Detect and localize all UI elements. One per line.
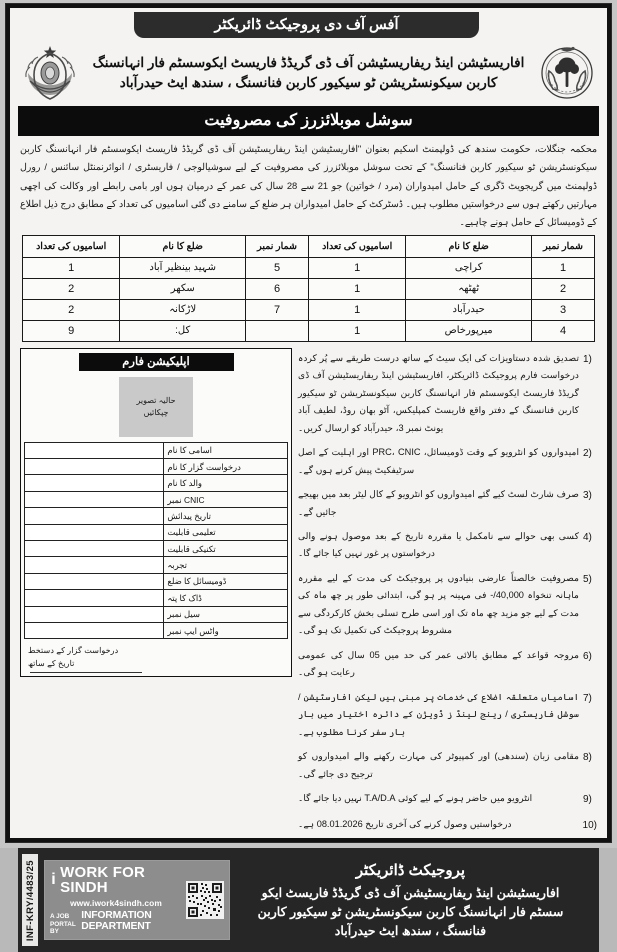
th-serial-left: شمار نمبر bbox=[246, 235, 309, 257]
job-portal-byline bbox=[50, 910, 182, 935]
form-input-domicile-district[interactable] bbox=[25, 573, 164, 589]
footer-org-line3: فنانسنگ ، سندھ ایٹ حیدرآباد bbox=[334, 923, 487, 938]
instruction-item bbox=[298, 689, 597, 741]
footer-authority bbox=[236, 860, 591, 941]
application-form-title: اپلیکیشن فارم bbox=[79, 353, 234, 371]
qr-code-icon[interactable] bbox=[186, 881, 224, 919]
form-label-father-name: والد کا نام bbox=[164, 475, 288, 491]
th-district-left: ضلع کا نام bbox=[120, 235, 246, 257]
cell-district: حیدرآباد bbox=[406, 299, 532, 320]
organization-title bbox=[86, 53, 531, 92]
table-header-row bbox=[23, 235, 595, 257]
form-row bbox=[25, 475, 288, 491]
cell-total-label: کل: bbox=[120, 320, 246, 341]
form-label-technical-qualification: تکنیکی قابلیت bbox=[164, 540, 288, 556]
signature-line[interactable] bbox=[30, 672, 142, 673]
instruction-number: 5) bbox=[583, 573, 592, 585]
form-label-cell-number: سیل نمبر bbox=[164, 606, 288, 622]
cell-district: میرپورخاص bbox=[406, 320, 532, 341]
job-portal-url[interactable]: www.iwork4sindh.com bbox=[70, 898, 162, 909]
instruction-number: 4) bbox=[583, 532, 592, 543]
instruction-number: 10) bbox=[582, 820, 597, 832]
signature-label-line2: تاریخ کے ساتھ bbox=[28, 659, 75, 669]
instruction-text: صرف شارٹ لسٹ کیے گئے امیدواروں کو انٹرویو کے کال لیٹر بعد میں بھیجے جائیں گے۔ bbox=[298, 489, 579, 517]
cell-posts: 2 bbox=[23, 299, 120, 320]
forest-department-emblem-icon bbox=[531, 43, 603, 103]
table-row-total bbox=[23, 320, 595, 341]
lower-section bbox=[20, 348, 597, 843]
form-input-applicant-name[interactable] bbox=[25, 459, 164, 475]
advertisement-header bbox=[10, 44, 607, 106]
application-form bbox=[20, 348, 292, 677]
districts-table-wrapper bbox=[22, 235, 595, 342]
table-row bbox=[23, 278, 595, 299]
instruction-text: تصدیق شدہ دستاویزات کی ایک سیٹ کے ساتھ درست طریقے سے پُر کردہ درخواست فارم پروجیکٹ ڈائریکٹر، افاریسٹیشن اینڈ ریفاریسٹیشن آف ڈی گریڈڈ فاریسٹ ایکوسسٹم فار انہانسنگ کاربن سیکونسٹریشن ٹو سیکیور کاربن فنانسنگ کے دفتر واقع فاریسٹ کمپلیکس، آٹو بھان روڈ، لطیف آباد یونٹ نمبر 3، حیدرآباد کو ارسال کریں۔ bbox=[298, 352, 579, 433]
districts-table bbox=[22, 235, 595, 342]
advertisement-footer bbox=[18, 848, 599, 952]
form-label-whatsapp-number: واٹس ایپ نمبر bbox=[164, 622, 288, 638]
job-portal-ajob-label bbox=[50, 913, 78, 935]
instruction-item-deadline bbox=[298, 816, 597, 835]
form-input-whatsapp-number[interactable] bbox=[25, 622, 164, 638]
instructions-list bbox=[298, 348, 597, 843]
instruction-item bbox=[298, 570, 597, 640]
cell-serial: 1 bbox=[532, 257, 595, 278]
top-banner-zone bbox=[10, 8, 607, 44]
instruction-item bbox=[298, 350, 597, 437]
form-label-date-of-birth: تاریخ پیدائش bbox=[164, 508, 288, 524]
photo-paste-label bbox=[136, 395, 175, 419]
instruction-number: 6) bbox=[583, 650, 592, 662]
instruction-number: 8) bbox=[583, 752, 592, 764]
form-input-postal-address[interactable] bbox=[25, 590, 164, 606]
instruction-number: 3) bbox=[583, 490, 592, 502]
cell-posts: 1 bbox=[309, 278, 406, 299]
cell-posts: 1 bbox=[309, 257, 406, 278]
job-portal-ajob: A JOB bbox=[50, 913, 70, 921]
job-portal-title: WORK FOR SINDH bbox=[60, 864, 146, 897]
form-row bbox=[25, 606, 288, 622]
cell-serial: 7 bbox=[246, 299, 309, 320]
th-posts-left: اسامیوں کی تعداد bbox=[23, 235, 120, 257]
organization-title-line1: افاریسٹیشن اینڈ ریفاریسٹیشن آف ڈی گریڈڈ فاریسٹ ایکوسسٹم فار انہانسنگ bbox=[92, 55, 525, 71]
form-row bbox=[25, 491, 288, 507]
form-row bbox=[25, 459, 288, 475]
form-row bbox=[25, 557, 288, 573]
cell-district: کراچی bbox=[406, 257, 532, 278]
job-portal-badge-text bbox=[50, 865, 182, 935]
form-input-post-name[interactable] bbox=[25, 442, 164, 458]
inf-reference-code-text: INF-KRY/4483/25 bbox=[24, 859, 36, 941]
cell-posts: 1 bbox=[309, 299, 406, 320]
cell-serial: 6 bbox=[246, 278, 309, 299]
instruction-item bbox=[298, 748, 597, 783]
cell-posts: 1 bbox=[309, 320, 406, 341]
photo-paste-box[interactable] bbox=[119, 377, 193, 437]
cell-district: شہید بینظیر آباد bbox=[120, 257, 246, 278]
job-portal-badge[interactable] bbox=[44, 860, 230, 940]
iwork-i-icon: i bbox=[51, 871, 56, 889]
cell-district: سکھر bbox=[120, 278, 246, 299]
cell-serial: 3 bbox=[532, 299, 595, 320]
form-label-domicile-district: ڈومیسائل کا ضلع bbox=[164, 573, 288, 589]
cell-serial: 5 bbox=[246, 257, 309, 278]
instruction-text: مصروفیت خالصتاً عارضی بنیادوں پر پروجیکٹ کی مدت کے لیے مقررہ ماہانہ تنخواہ 40,000/- فی مہینہ پر ہو گی، ابتدائی طور پر چھ ماہ کی مدت کے لیے جو مزید چھ ماہ تک اور اسی طرح تسلی بخش کارکردگی سے مشروط پروجیکٹ کی تکمیل تک ہو گی۔ bbox=[298, 572, 579, 636]
form-input-experience[interactable] bbox=[25, 557, 164, 573]
footer-designation: پروجیکٹ ڈائریکٹر bbox=[355, 861, 466, 879]
form-input-technical-qualification[interactable] bbox=[25, 540, 164, 556]
footer-org-line1: افاریسٹیشن اینڈ ریفاریسٹیشن آف ڈی گریڈڈ فاریسٹ ایکو bbox=[261, 886, 560, 901]
inf-reference-code bbox=[22, 854, 38, 946]
cell-posts: 2 bbox=[23, 278, 120, 299]
form-label-cnic: CNIC نمبر bbox=[164, 491, 288, 507]
advertisement-frame bbox=[6, 4, 611, 941]
cell-total-posts: 9 bbox=[23, 320, 120, 341]
cell-district: لاڑکانہ bbox=[120, 299, 246, 320]
form-row bbox=[25, 508, 288, 524]
form-input-date-of-birth[interactable] bbox=[25, 508, 164, 524]
form-label-experience: تجربہ bbox=[164, 557, 288, 573]
application-form-fields bbox=[24, 442, 288, 640]
form-row bbox=[25, 524, 288, 540]
table-row bbox=[23, 257, 595, 278]
signature-label-line1: درخواست گزار کے دستخط bbox=[28, 646, 119, 656]
instruction-text: امیدواروں کو انٹرویو کے وقت ڈومیسائل، PRC، CNIC اور اہلیت کے اصل سرٹیفکیٹ پیش کرنے ہوں گے۔ bbox=[298, 447, 579, 475]
advertisement-body bbox=[10, 8, 607, 941]
table-row bbox=[23, 299, 595, 320]
intro-paragraph: محکمہ جنگلات، حکومت سندھ کی ڈولپمنٹ اسکیم بعنوان "افاریسٹیشن اینڈ ریفاریسٹیشن آف ڈی گریڈڈ فاریسٹ ایکوسسٹم فار انہانسنگ کاربن سیکونسٹریشن ٹو سیکیور کاربن فنانسنگ" کے تحت سوشل موبلائزرز کی مصروفیت کے لیے سوشیالوجی / فاریسٹری / انوائرنمنٹل سائنس / رورل ڈولپمنٹ میں گریجویٹ ڈگری کے حامل امیدواران (مرد / خواتین) جو 21 سے 28 سال کی عمر کے درمیان ہوں اور بامی رابطے اور وکالت کی اچھی مہارتیں رکھتے ہوں سے درخواستیں مطلوب ہیں۔ ڈسٹرکٹ کے حامل امیدواران ہر ضلع کے سامنے دی گئی اسامیوں کی تعداد کے مطابق درج ذیل اطلاع کے ڈومیسائل کے حامل ہونے چاہیے۔ bbox=[20, 143, 597, 228]
cell-serial: 2 bbox=[532, 278, 595, 299]
photo-label-line2: چپکائیں bbox=[143, 407, 169, 417]
cell-serial: 4 bbox=[532, 320, 595, 341]
form-input-cell-number[interactable] bbox=[25, 606, 164, 622]
job-portal-title-row bbox=[50, 865, 182, 895]
form-label-applicant-name: درخواست گزار کا نام bbox=[164, 459, 288, 475]
instruction-item bbox=[298, 528, 597, 563]
instruction-item bbox=[298, 647, 597, 682]
form-row bbox=[25, 590, 288, 606]
job-portal-by: PORTAL BY bbox=[50, 920, 76, 935]
instruction-text: مقامی زبان (سندھی) اور کمپیوٹر کی مہارت رکھنے والے امیدواروں کو ترجیح دی جائے گی۔ bbox=[298, 751, 579, 779]
th-district-right: ضلع کا نام bbox=[406, 235, 532, 257]
instruction-text: اسامیاں متعلقہ اضلاع کی خدمات پر مبنی ہیں لیکن افارسٹیشن / سوشل فاریسٹری / رینج لینڈ ز ڈویژن کے دائرہ اختیار میں بار بار سفر کرنا مطلوب ہے۔ bbox=[298, 691, 579, 737]
form-label-post-name: اسامی کا نام bbox=[164, 442, 288, 458]
instruction-text: مروجہ قواعد کے مطابق بالائی عمر کی حد میں 05 سال کی عمومی رعایت ہو گی۔ bbox=[298, 649, 579, 678]
job-portal-department: INFORMATION DEPARTMENT bbox=[81, 910, 152, 933]
office-banner: آفس آف دی پروجیکٹ ڈائریکٹر bbox=[134, 12, 479, 38]
form-label-education: تعلیمی قابلیت bbox=[164, 524, 288, 540]
th-serial-right: شمار نمبر bbox=[532, 235, 595, 257]
sindh-government-emblem-icon bbox=[14, 43, 86, 103]
footer-org-line2: سسٹم فار انہانسنگ کاربن سیکونسٹریشن ٹو سیکیور کاربن bbox=[257, 905, 564, 920]
instruction-item bbox=[298, 486, 597, 521]
page-title: سوشل موبلائزرز کی مصروفیت bbox=[18, 106, 599, 136]
form-row bbox=[25, 573, 288, 589]
form-input-father-name[interactable] bbox=[25, 475, 164, 491]
form-row bbox=[25, 622, 288, 638]
instruction-number: 9) bbox=[583, 794, 592, 806]
form-input-cnic[interactable] bbox=[25, 491, 164, 507]
form-row bbox=[25, 442, 288, 458]
instruction-text: انٹرویو میں حاضر ہونے کے لیے کوئی T.A/D.A نہیں دیا جائے گا۔ bbox=[298, 793, 533, 804]
form-input-education[interactable] bbox=[25, 524, 164, 540]
instruction-item bbox=[298, 790, 597, 809]
photo-label-line1: حالیہ تصویر bbox=[136, 395, 176, 405]
th-posts-right: اسامیوں کی تعداد bbox=[309, 235, 406, 257]
instruction-number: 7) bbox=[583, 692, 592, 704]
organization-title-line2: کاربن سیکونسٹریشن ٹو سیکیور کاربن فنانسنگ ، سندھ ایٹ حیدرآباد bbox=[119, 75, 498, 90]
cell-serial-empty bbox=[246, 320, 309, 341]
instruction-text: درخواستیں وصول کرنے کی آخری تاریخ 08.01.2026 ہے۔ bbox=[298, 819, 512, 830]
signature-area bbox=[24, 639, 288, 672]
instruction-number: 1) bbox=[583, 353, 592, 365]
instruction-number: 2) bbox=[583, 448, 592, 460]
form-label-postal-address: ڈاک کا پتہ bbox=[164, 590, 288, 606]
cell-district: ٹھٹھہ bbox=[406, 278, 532, 299]
instruction-item bbox=[298, 444, 597, 479]
cell-posts: 1 bbox=[23, 257, 120, 278]
form-row bbox=[25, 540, 288, 556]
instruction-text: کسی بھی حوالے سے نامکمل یا مقررہ تاریخ کے بعد موصول ہونے والی درخواستوں پر غور نہیں کیا جائے گا۔ bbox=[298, 531, 579, 559]
